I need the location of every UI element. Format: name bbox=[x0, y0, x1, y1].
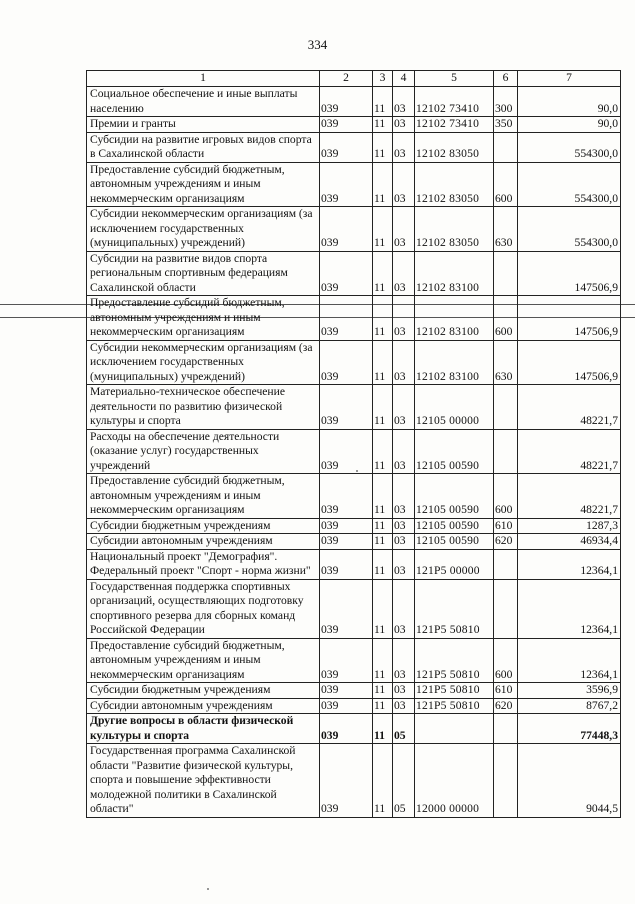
cell-amount: 48221,7 bbox=[518, 474, 621, 519]
table-row bbox=[87, 117, 621, 133]
cell-amount: 48221,7 bbox=[518, 385, 621, 430]
cell-name: Другие вопросы в области физической культуры и спорта bbox=[87, 714, 320, 744]
cell-section: 11 bbox=[373, 518, 393, 534]
cell-section: 11 bbox=[373, 162, 393, 207]
cell-expense-type: 610 bbox=[494, 518, 518, 534]
header-col-2: 2 bbox=[320, 71, 373, 87]
cell-section: 11 bbox=[373, 683, 393, 699]
cell-name: Субсидии бюджетным учреждениям bbox=[87, 683, 320, 699]
budget-table bbox=[86, 70, 621, 818]
cell-amount: 3596,9 bbox=[518, 683, 621, 699]
header-col-3: 3 bbox=[373, 71, 393, 87]
cell-expense-type: 630 bbox=[494, 340, 518, 385]
cell-ministry-code: 039 bbox=[320, 132, 373, 162]
cell-name: Премии и гранты bbox=[87, 117, 320, 133]
cell-section: 11 bbox=[373, 132, 393, 162]
cell-name: Национальный проект "Демография". Федеральный проект "Спорт - норма жизни" bbox=[87, 549, 320, 579]
cell-ministry-code: 039 bbox=[320, 87, 373, 117]
cell-subsection: 03 bbox=[393, 162, 415, 207]
cell-expense-type bbox=[494, 579, 518, 638]
cell-subsection: 03 bbox=[393, 429, 415, 474]
cell-amount: 147506,9 bbox=[518, 251, 621, 296]
cell-expense-type: 600 bbox=[494, 296, 518, 341]
cell-subsection: 03 bbox=[393, 385, 415, 430]
cell-name: Материально-техническое обеспечение деятельности по развитию физической культуры и спорта bbox=[87, 385, 320, 430]
cell-subsection: 03 bbox=[393, 207, 415, 252]
cell-name: Субсидии некоммерческим организациям (за исключением государственных (муниципальных) учреждений) bbox=[87, 340, 320, 385]
table-row bbox=[87, 385, 621, 430]
cell-subsection: 03 bbox=[393, 518, 415, 534]
table-row bbox=[87, 579, 621, 638]
cell-expense-type: 300 bbox=[494, 87, 518, 117]
cell-ministry-code: 039 bbox=[320, 714, 373, 744]
cell-subsection: 03 bbox=[393, 534, 415, 550]
cell-name: Расходы на обеспечение деятельности (оказание услуг) государственных учреждений bbox=[87, 429, 320, 474]
cell-amount: 48221,7 bbox=[518, 429, 621, 474]
cell-ministry-code: 039 bbox=[320, 698, 373, 714]
cell-target-article: 12105 00590 bbox=[415, 534, 494, 550]
scan-speck bbox=[207, 888, 209, 890]
cell-expense-type: 600 bbox=[494, 638, 518, 683]
page-number: 334 bbox=[307, 37, 328, 52]
header-col-7: 7 bbox=[518, 71, 621, 87]
table-row bbox=[87, 251, 621, 296]
cell-target-article: 12000 00000 bbox=[415, 744, 494, 818]
cell-ministry-code: 039 bbox=[320, 534, 373, 550]
cell-name: Предоставление субсидий бюджетным, автономным учреждениям и иным некоммерческим организациям bbox=[87, 296, 320, 341]
cell-name: Социальное обеспечение и иные выплаты населению bbox=[87, 87, 320, 117]
cell-amount: 12364,1 bbox=[518, 638, 621, 683]
cell-amount: 90,0 bbox=[518, 117, 621, 133]
cell-ministry-code: 039 bbox=[320, 251, 373, 296]
cell-expense-type bbox=[494, 429, 518, 474]
table-row bbox=[87, 429, 621, 474]
table-row bbox=[87, 340, 621, 385]
cell-amount: 90,0 bbox=[518, 87, 621, 117]
table-row bbox=[87, 549, 621, 579]
cell-section: 11 bbox=[373, 87, 393, 117]
cell-expense-type: 630 bbox=[494, 207, 518, 252]
cell-target-article: 12105 00000 bbox=[415, 385, 494, 430]
cell-section: 11 bbox=[373, 117, 393, 133]
cell-target-article: 121P5 50810 bbox=[415, 579, 494, 638]
table-row bbox=[87, 132, 621, 162]
cell-ministry-code: 039 bbox=[320, 638, 373, 683]
cell-amount: 12364,1 bbox=[518, 549, 621, 579]
cell-section: 11 bbox=[373, 714, 393, 744]
cell-target-article: 12102 73410 bbox=[415, 117, 494, 133]
cell-amount: 554300,0 bbox=[518, 132, 621, 162]
cell-target-article: 12105 00590 bbox=[415, 518, 494, 534]
cell-expense-type bbox=[494, 714, 518, 744]
cell-ministry-code: 039 bbox=[320, 579, 373, 638]
table-header-row bbox=[87, 71, 621, 87]
table-row bbox=[87, 296, 621, 341]
cell-ministry-code: 039 bbox=[320, 340, 373, 385]
cell-name: Субсидии автономным учреждениям bbox=[87, 534, 320, 550]
cell-amount: 147506,9 bbox=[518, 340, 621, 385]
cell-expense-type: 600 bbox=[494, 162, 518, 207]
cell-subsection: 03 bbox=[393, 340, 415, 385]
cell-target-article: 12102 83100 bbox=[415, 340, 494, 385]
cell-name: Субсидии на развитие игровых видов спорта в Сахалинской области bbox=[87, 132, 320, 162]
cell-name: Субсидии на развитие видов спорта региональным спортивным федерациям Сахалинской области bbox=[87, 251, 320, 296]
cell-ministry-code: 039 bbox=[320, 518, 373, 534]
table-row bbox=[87, 714, 621, 744]
cell-name: Субсидии автономным учреждениям bbox=[87, 698, 320, 714]
cell-section: 11 bbox=[373, 251, 393, 296]
cell-expense-type bbox=[494, 549, 518, 579]
cell-subsection: 03 bbox=[393, 296, 415, 341]
cell-ministry-code: 039 bbox=[320, 296, 373, 341]
cell-target-article: 12105 00590 bbox=[415, 474, 494, 519]
cell-subsection: 03 bbox=[393, 549, 415, 579]
cell-subsection: 03 bbox=[393, 87, 415, 117]
cell-section: 11 bbox=[373, 429, 393, 474]
cell-ministry-code: 039 bbox=[320, 683, 373, 699]
cell-subsection: 03 bbox=[393, 698, 415, 714]
cell-section: 11 bbox=[373, 534, 393, 550]
cell-subsection: 03 bbox=[393, 579, 415, 638]
cell-section: 11 bbox=[373, 698, 393, 714]
cell-subsection: 03 bbox=[393, 251, 415, 296]
table-row bbox=[87, 683, 621, 699]
cell-target-article: 12102 83050 bbox=[415, 162, 494, 207]
cell-ministry-code: 039 bbox=[320, 385, 373, 430]
header-col-6: 6 bbox=[494, 71, 518, 87]
cell-amount: 46934,4 bbox=[518, 534, 621, 550]
cell-target-article: 12102 73410 bbox=[415, 87, 494, 117]
cell-ministry-code: 039 bbox=[320, 744, 373, 818]
cell-expense-type bbox=[494, 132, 518, 162]
cell-ministry-code: 039 bbox=[320, 117, 373, 133]
header-col-1: 1 bbox=[87, 71, 320, 87]
table-row bbox=[87, 638, 621, 683]
cell-name: Субсидии некоммерческим организациям (за исключением государственных (муниципальных) учреждений) bbox=[87, 207, 320, 252]
cell-amount: 77448,3 bbox=[518, 714, 621, 744]
cell-name: Государственная программа Сахалинской области "Развитие физической культуры, спорта и повышение эффективности молодежной политики в Сахалинской области" bbox=[87, 744, 320, 818]
cell-subsection: 03 bbox=[393, 474, 415, 519]
cell-amount: 554300,0 bbox=[518, 207, 621, 252]
table-body bbox=[87, 87, 621, 818]
cell-section: 11 bbox=[373, 579, 393, 638]
cell-target-article: 12102 83100 bbox=[415, 296, 494, 341]
cell-subsection: 05 bbox=[393, 714, 415, 744]
cell-ministry-code: 039 bbox=[320, 429, 373, 474]
table-row bbox=[87, 162, 621, 207]
cell-target-article: 12105 00590 bbox=[415, 429, 494, 474]
cell-section: 11 bbox=[373, 340, 393, 385]
cell-name: Предоставление субсидий бюджетным, автономным учреждениям и иным некоммерческим организациям bbox=[87, 474, 320, 519]
cell-name: Предоставление субсидий бюджетным, автономным учреждениям и иным некоммерческим организациям bbox=[87, 162, 320, 207]
cell-amount: 1287,3 bbox=[518, 518, 621, 534]
cell-subsection: 05 bbox=[393, 744, 415, 818]
table-row bbox=[87, 518, 621, 534]
cell-ministry-code: 039 bbox=[320, 549, 373, 579]
header-col-4: 4 bbox=[393, 71, 415, 87]
cell-ministry-code: 039 bbox=[320, 162, 373, 207]
cell-amount: 12364,1 bbox=[518, 579, 621, 638]
cell-target-article: 12102 83050 bbox=[415, 132, 494, 162]
cell-amount: 554300,0 bbox=[518, 162, 621, 207]
cell-target-article: 12102 83050 bbox=[415, 207, 494, 252]
table-row bbox=[87, 87, 621, 117]
cell-expense-type bbox=[494, 385, 518, 430]
cell-name: Субсидии бюджетным учреждениям bbox=[87, 518, 320, 534]
table-row bbox=[87, 207, 621, 252]
cell-subsection: 03 bbox=[393, 117, 415, 133]
cell-section: 11 bbox=[373, 385, 393, 430]
header-col-5: 5 bbox=[415, 71, 494, 87]
cell-section: 11 bbox=[373, 474, 393, 519]
cell-ministry-code: 039 bbox=[320, 207, 373, 252]
cell-expense-type bbox=[494, 744, 518, 818]
table-row bbox=[87, 534, 621, 550]
cell-target-article: 121P5 50810 bbox=[415, 683, 494, 699]
cell-section: 11 bbox=[373, 638, 393, 683]
cell-subsection: 03 bbox=[393, 638, 415, 683]
cell-subsection: 03 bbox=[393, 132, 415, 162]
cell-target-article: 12102 83100 bbox=[415, 251, 494, 296]
cell-amount: 8767,2 bbox=[518, 698, 621, 714]
cell-target-article bbox=[415, 714, 494, 744]
cell-name: Государственная поддержка спортивных организаций, осуществляющих подготовку спортивного резерва для сборных команд Российской Федерации bbox=[87, 579, 320, 638]
table-row bbox=[87, 474, 621, 519]
table-row bbox=[87, 744, 621, 818]
budget-table-container bbox=[86, 70, 620, 818]
cell-section: 11 bbox=[373, 744, 393, 818]
cell-expense-type: 350 bbox=[494, 117, 518, 133]
table-row bbox=[87, 698, 621, 714]
cell-section: 11 bbox=[373, 549, 393, 579]
cell-section: 11 bbox=[373, 207, 393, 252]
cell-expense-type: 620 bbox=[494, 534, 518, 550]
cell-section: 11 bbox=[373, 296, 393, 341]
cell-expense-type: 620 bbox=[494, 698, 518, 714]
cell-expense-type: 610 bbox=[494, 683, 518, 699]
cell-name: Предоставление субсидий бюджетным, автономным учреждениям и иным некоммерческим организациям bbox=[87, 638, 320, 683]
cell-expense-type bbox=[494, 251, 518, 296]
cell-amount: 147506,9 bbox=[518, 296, 621, 341]
cell-target-article: 121P5 00000 bbox=[415, 549, 494, 579]
cell-target-article: 121P5 50810 bbox=[415, 698, 494, 714]
cell-target-article: 121P5 50810 bbox=[415, 638, 494, 683]
cell-amount: 9044,5 bbox=[518, 744, 621, 818]
cell-subsection: 03 bbox=[393, 683, 415, 699]
cell-ministry-code: 039 bbox=[320, 474, 373, 519]
cell-expense-type: 600 bbox=[494, 474, 518, 519]
